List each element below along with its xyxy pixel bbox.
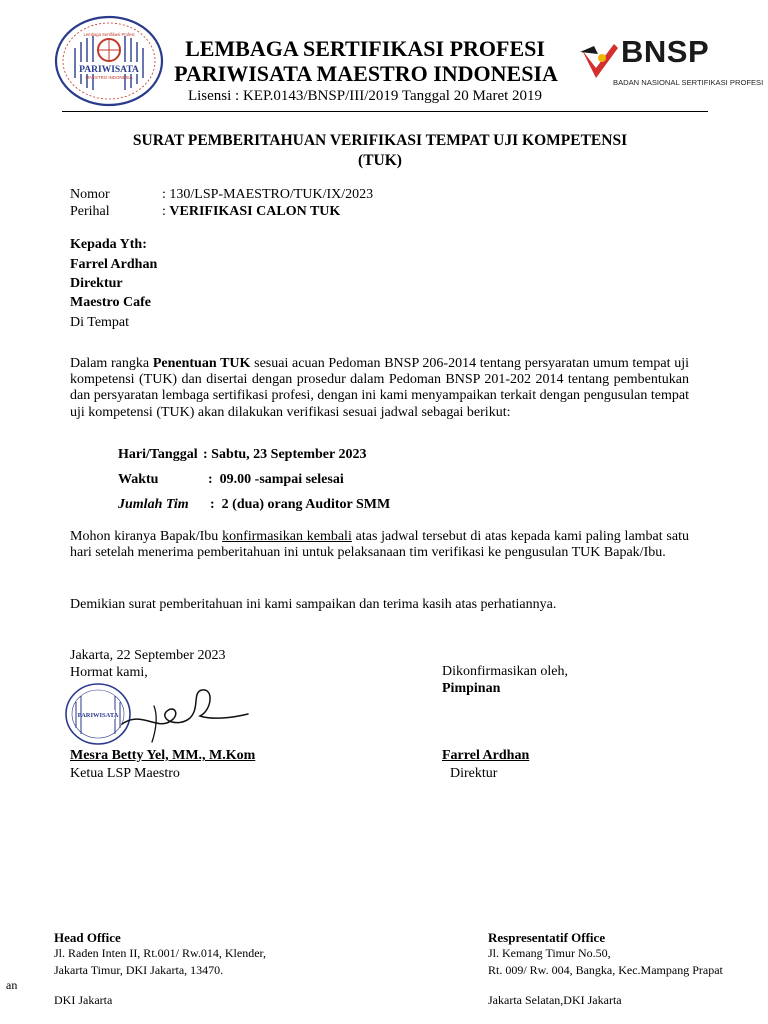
regards: Hormat kami, xyxy=(70,665,148,680)
recipient-name: Farrel Ardhan xyxy=(70,257,158,272)
letter-title-line2: (TUK) xyxy=(358,152,402,169)
bnsp-fullname: BADAN NASIONAL SERTIFIKASI PROFESI xyxy=(613,78,764,87)
head-office-line1: Jl. Raden Inten II, Rt.001/ Rw.014, Klender, xyxy=(54,946,267,960)
signature-and-stamp xyxy=(62,680,252,752)
p1-before: Dalam rangka xyxy=(70,356,150,371)
perihal-label: Perihal xyxy=(70,204,110,219)
stamp-name: PARIWISATA xyxy=(77,712,119,719)
recipient-company: Maestro Cafe xyxy=(70,295,151,310)
header-divider xyxy=(62,111,708,112)
signer-name: Mesra Betty Yel, MM., M.Kom xyxy=(70,748,256,763)
p2-after: atas jadwal tersebut di atas kepada kami paling lambat satu hari setelah menerima pemberitahuan ini untuk pelaksanaan tim verifikasi ke pengusulan TUK Bapak/Ibu. xyxy=(70,529,689,561)
recipient-greeting: Kepada Yth: xyxy=(70,237,147,252)
body-paragraph-2 xyxy=(70,529,689,561)
confirm-name: Farrel Ardhan xyxy=(442,748,530,763)
body-paragraph-1 xyxy=(70,356,689,421)
rep-office-line2: Rt. 009/ Rw. 004, Bangka, Kec.Mampang Prapat xyxy=(488,963,723,977)
rep-office-title: Respresentatif Office xyxy=(488,930,606,945)
head-office-title: Head Office xyxy=(54,930,121,945)
logo-name: PARIWISATA xyxy=(79,65,139,75)
place-date: Jakarta, 22 September 2023 xyxy=(70,648,226,663)
schedule-date-label: Hari/Tanggal xyxy=(118,447,198,462)
logo-top-text: Lembaga Sertifikasi Profesi xyxy=(83,32,135,37)
margin-fragment: an xyxy=(6,978,18,992)
perihal-row xyxy=(162,203,340,220)
perihal-colon: : xyxy=(162,204,166,219)
body-paragraph-3: Demikian surat pemberitahuan ini kami sampaikan dan terima kasih atas perhatiannya. xyxy=(70,597,557,612)
head-office-line3: DKI Jakarta xyxy=(54,993,113,1007)
schedule-time-label: Waktu xyxy=(118,472,159,487)
schedule-team-value: : 2 (dua) orang Auditor SMM xyxy=(210,497,391,512)
rep-office-line1: Jl. Kemang Timur No.50, xyxy=(488,946,611,960)
bnsp-wordmark: BNSP xyxy=(621,34,710,69)
confirm-role: Pimpinan xyxy=(442,681,501,696)
p2-underline: konfirmasikan kembali xyxy=(222,529,352,544)
nomor-value: : 130/LSP-MAESTRO/TUK/IX/2023 xyxy=(162,187,374,202)
confirm-label: Dikonfirmasikan oleh, xyxy=(442,664,568,679)
p2-before: Mohon kiranya Bapak/Ibu xyxy=(70,529,219,544)
head-office-line2: Jakarta Timur, DKI Jakarta, 13470. xyxy=(54,963,224,977)
lsp-logo xyxy=(53,14,165,108)
schedule-team-label: Jumlah Tim xyxy=(118,497,189,512)
letter-title xyxy=(70,131,690,171)
schedule-time-value: : 09.00 -sampai selesai xyxy=(208,472,344,487)
p1-bold: Penentuan TUK xyxy=(152,356,251,371)
letter-title-line1: SURAT PEMBERITAHUAN VERIFIKASI TEMPAT UJI KOMPETENSI xyxy=(132,132,628,149)
schedule-date-value: : Sabtu, 23 September 2023 xyxy=(203,447,367,462)
perihal-value: VERIFIKASI CALON TUK xyxy=(169,204,341,219)
recipient-place: Di Tempat xyxy=(70,315,130,330)
p1-after: sesuai acuan Pedoman BNSP 206-2014 tentang persyaratan umum tempat uji kompetensi (TUK) dan disertai dengan prosedur dalam Pedoman BNSP 201-202 2014 tentang pembentukan dan persyaratan lembaga sertifikasi profesi, dengan ini kami menyampaikan terkait dengan pengusulan tempat uji kompetensi (TUK) akan dilakukan verifikasi sesuai jadwal sebagai berikut: xyxy=(70,356,690,420)
recipient-position: Direktur xyxy=(70,276,123,291)
org-name-line1: LEMBAGA SERTIFIKASI PROFESI xyxy=(185,36,545,61)
nomor-label: Nomor xyxy=(70,187,110,202)
confirm-position: Direktur xyxy=(450,766,498,781)
logo-sub: MAESTRO INDONESIA xyxy=(85,75,133,80)
org-name-line2: PARIWISATA MAESTRO INDONESIA xyxy=(174,61,558,86)
rep-office-line3: Jakarta Selatan,DKI Jakarta xyxy=(488,993,622,1007)
signer-role: Ketua LSP Maestro xyxy=(70,766,180,781)
license-line: Lisensi : KEP.0143/BNSP/III/2019 Tanggal 20 Maret 2019 xyxy=(187,88,543,104)
